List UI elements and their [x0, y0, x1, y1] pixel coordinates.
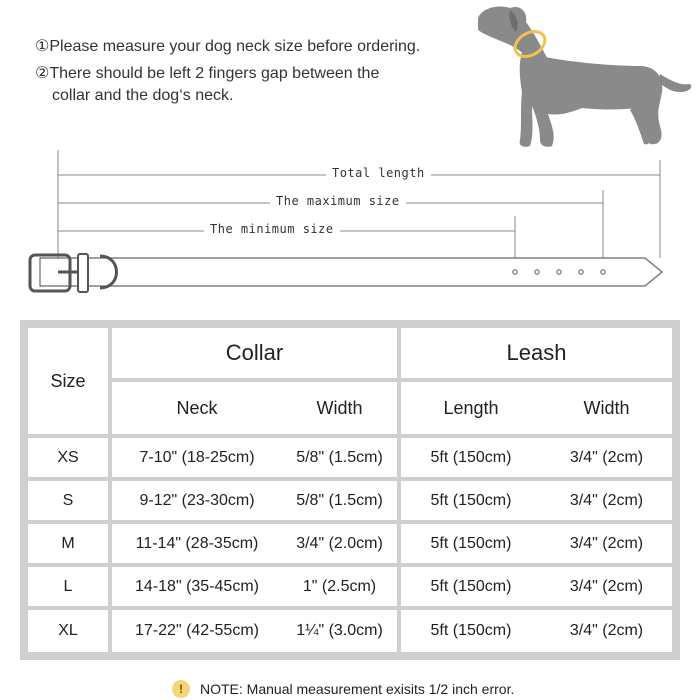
- table-cell-length: 5ft (150cm): [401, 524, 541, 563]
- length-header: Length: [401, 382, 541, 434]
- size-header: Size: [28, 328, 108, 434]
- table-row-size: L: [28, 567, 108, 606]
- table-cell-collar-width: 5/8" (1.5cm): [282, 481, 397, 520]
- table-cell-leash-width: 3/4" (2cm): [541, 481, 672, 520]
- table-cell-leash-width: 3/4" (2cm): [541, 438, 672, 477]
- table-cell-neck: 7-10" (18-25cm): [112, 438, 282, 477]
- collar-width-header: Width: [282, 382, 397, 434]
- table-cell-neck: 17-22" (42-55cm): [112, 610, 282, 652]
- table-cell-neck: 9-12" (23-30cm): [112, 481, 282, 520]
- table-cell-length: 5ft (150cm): [401, 567, 541, 606]
- table-cell-leash-width: 3/4" (2cm): [541, 567, 672, 606]
- keeper-loop-icon: [78, 254, 88, 292]
- total-length-label: Total length: [326, 166, 431, 180]
- neck-header: Neck: [112, 382, 282, 434]
- warning-icon: !: [172, 680, 190, 698]
- maximum-size-label: The maximum size: [270, 194, 406, 208]
- instruction-2-cont: collar and the dog‘s neck.: [52, 87, 234, 104]
- collar-strap: [40, 258, 662, 286]
- table-row-size: M: [28, 524, 108, 563]
- table-cell-leash-width: 3/4" (2cm): [541, 610, 672, 652]
- hole: [535, 270, 539, 274]
- table-cell-neck: 11-14" (28-35cm): [112, 524, 282, 563]
- table-row-size: XS: [28, 438, 108, 477]
- table-cell-length: 5ft (150cm): [401, 481, 541, 520]
- table-row-size: S: [28, 481, 108, 520]
- instruction-1: ①Please measure your dog neck size before ordering.: [35, 38, 421, 55]
- hole: [557, 270, 561, 274]
- minimum-size-label: The minimum size: [204, 222, 340, 236]
- table-cell-leash-width: 3/4" (2cm): [541, 524, 672, 563]
- table-cell-collar-width: 3/4" (2.0cm): [282, 524, 397, 563]
- table-cell-collar-width: 5/8" (1.5cm): [282, 438, 397, 477]
- measurement-note: [172, 680, 514, 698]
- collar-diagram: [0, 0, 700, 320]
- hole: [601, 270, 605, 274]
- table-cell-neck: 14-18" (35-45cm): [112, 567, 282, 606]
- collar-header: Collar: [112, 328, 397, 378]
- size-table: [20, 320, 680, 660]
- hole: [513, 270, 517, 274]
- note-text: NOTE: Manual measurement exisits 1/2 inch error.: [200, 681, 515, 697]
- table-cell-collar-width: 1¼" (3.0cm): [282, 610, 397, 652]
- table-cell-length: 5ft (150cm): [401, 610, 541, 652]
- table-row-size: XL: [28, 610, 108, 652]
- table-cell-length: 5ft (150cm): [401, 438, 541, 477]
- leash-header: Leash: [401, 328, 672, 378]
- table-cell-collar-width: 1" (2.5cm): [282, 567, 397, 606]
- leash-width-header: Width: [541, 382, 672, 434]
- hole: [579, 270, 583, 274]
- instruction-2: ②There should be left 2 fingers gap between the: [35, 65, 380, 82]
